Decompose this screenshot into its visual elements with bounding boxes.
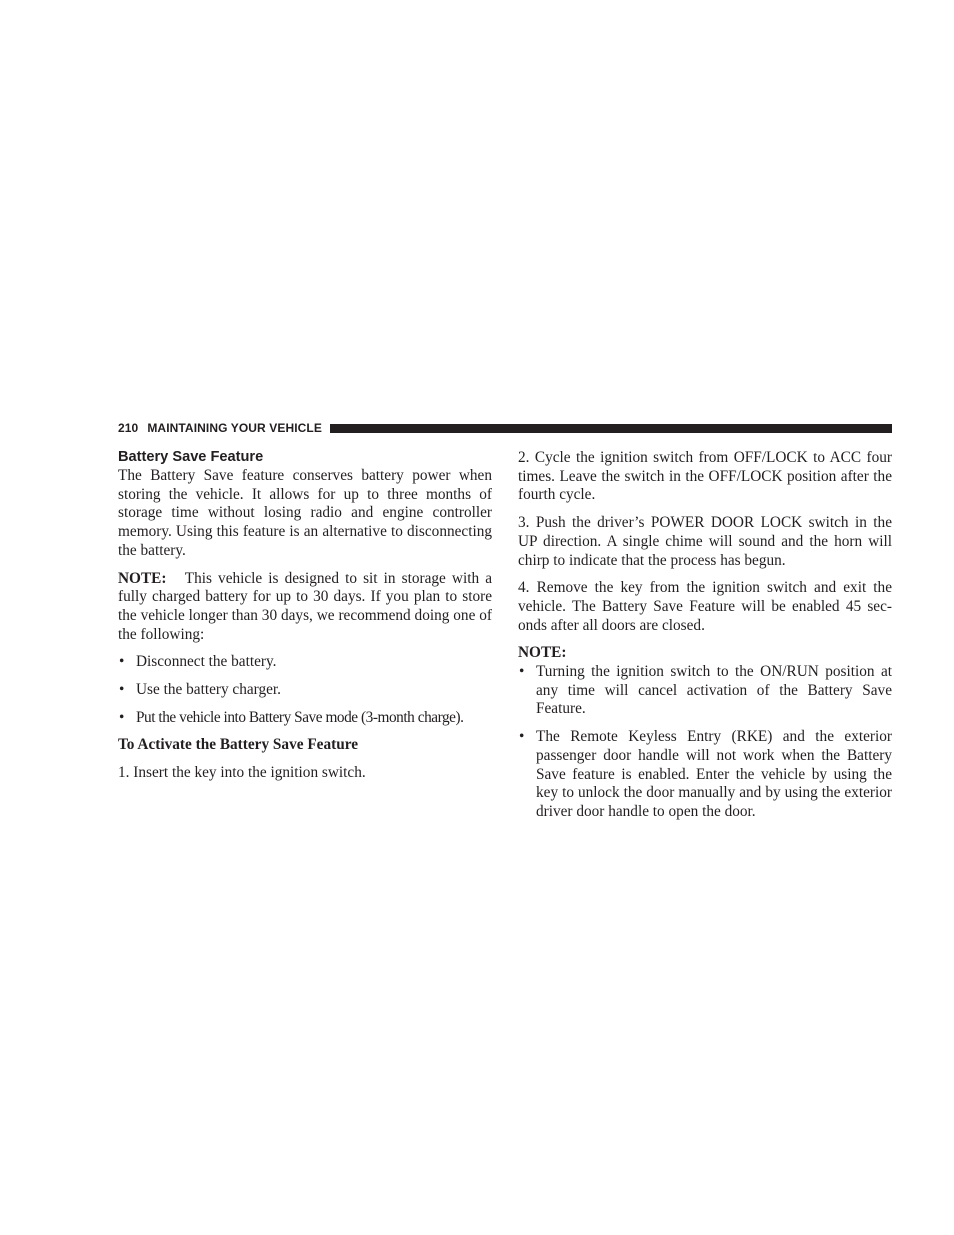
header-rule	[330, 424, 892, 433]
section-title: Battery Save Feature	[118, 449, 264, 465]
note-list	[518, 663, 892, 822]
step-3: 3. Push the driver’s POWER DOOR LOCK switch in the UP direction. A single chime will sound and the horn will chirp to indicate that the process has begun.	[518, 514, 892, 569]
bullet-icon: •	[519, 728, 525, 746]
step-4: 4. Remove the key from the ignition switch and exit the vehicle. The Battery Save Feature will be enabled 45 seconds after all doors are closed.	[518, 579, 892, 634]
bullet-icon: •	[119, 708, 125, 726]
intro-paragraph: The Battery Save feature conserves battery power when storing the vehicle. It allows for up to three months of storage time without losing radio and engine controller memory. Using this feature is an alternative to disconnecting the battery.	[118, 467, 492, 559]
bullet-icon: •	[119, 681, 125, 699]
note-label: NOTE:	[118, 569, 167, 587]
list-item: • Turning the ignition switch to the ON/RUN position at any time will cancel activation of the Battery Save Feature.	[519, 663, 892, 718]
activation-subtitle: To Activate the Battery Save Feature	[118, 736, 359, 754]
page-header	[118, 419, 892, 437]
list-item: • Put the vehicle into Battery Save mode (3-month charge).	[119, 708, 464, 726]
note-text: This vehicle is designed to sit in storage with a fully charged battery for up to 30 days. If you plan to store the vehicle longer than 30 days, we recommend doing one of the following:	[118, 569, 492, 643]
storage-options-list	[118, 653, 492, 727]
step-2: 2. Cycle the ignition switch from OFF/LOCK to ACC four times. Leave the switch in the OFF/LOCK position after the fourth cycle.	[518, 449, 892, 504]
right-column	[518, 449, 892, 831]
page-number: 210	[118, 421, 139, 435]
bullet-icon: •	[119, 653, 125, 671]
section-header-title: MAINTAINING YOUR VEHICLE	[147, 421, 322, 435]
left-column	[118, 448, 492, 792]
list-item: • Use the battery charger.	[119, 681, 281, 699]
storage-note	[118, 570, 492, 645]
list-item: • The Remote Keyless Entry (RKE) and the exterior passenger door handle will not work when the Battery Save feature is enabled. Enter the vehicle by using the key to unlock the door manually and by using the exterior driver door handle to open the door.	[519, 728, 892, 820]
list-item: • Disconnect the battery.	[119, 653, 277, 671]
note-label: NOTE:	[518, 644, 567, 662]
step-1: 1. Insert the key into the ignition switch.	[118, 764, 366, 782]
bullet-icon: •	[519, 663, 525, 681]
